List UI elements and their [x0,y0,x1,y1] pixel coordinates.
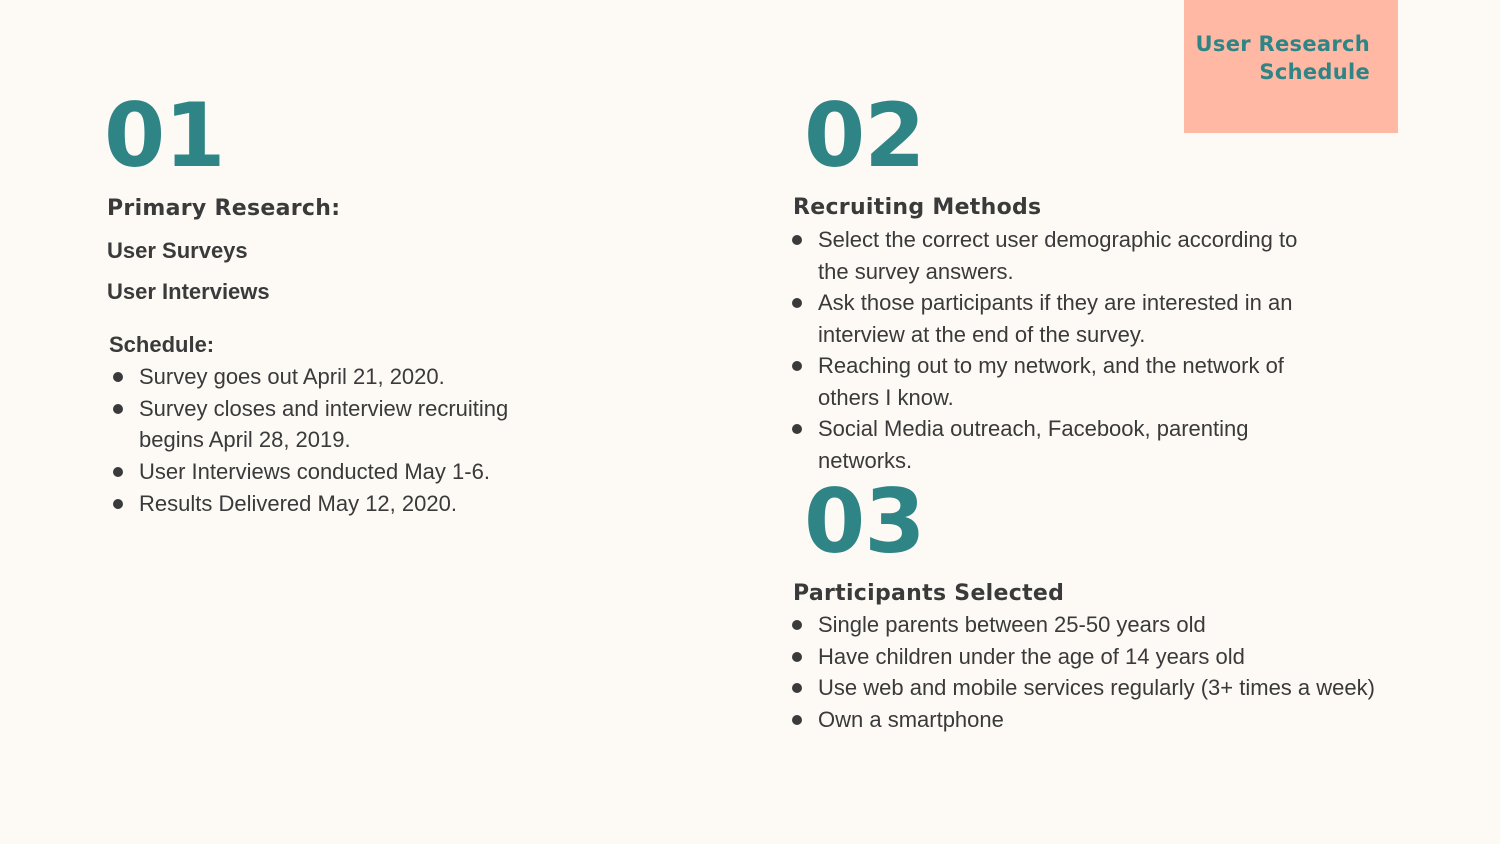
participant-item: Own a smartphone [788,704,1448,736]
participant-item: Single parents between 25-50 years old [788,609,1448,641]
participants-list [788,609,1448,735]
recruiting-item: Social Media outreach, Facebook, parenting networks. [788,413,1298,476]
section-number-02: 02 [804,84,925,187]
recruiting-list [788,224,1298,476]
recruiting-item: Select the correct user demographic according to the survey answers. [788,224,1298,287]
schedule-item: Survey closes and interview recruiting begins April 28, 2019. [109,393,549,455]
section2-title: Recruiting Methods [793,195,1042,220]
slide-title [1196,30,1370,86]
schedule-label: Schedule: [109,332,215,357]
section3-title: Participants Selected [793,581,1065,606]
research-item-interviews: User Interviews [107,279,270,304]
recruiting-item: Ask those participants if they are interested in an interview at the end of the survey. [788,287,1298,350]
slide-title-line2: Schedule [1259,60,1370,84]
title-tag [1184,0,1398,133]
schedule-item: Survey goes out April 21, 2020. [109,361,549,392]
slide-title-line1: User Research [1195,32,1370,56]
recruiting-item: Reaching out to my network, and the network of others I know. [788,350,1298,413]
schedule-item: Results Delivered May 12, 2020. [109,488,549,519]
research-item-surveys: User Surveys [107,238,248,263]
schedule-list [109,361,549,520]
section-number-01: 01 [104,84,225,187]
participant-item: Have children under the age of 14 years old [788,641,1448,673]
participant-item: Use web and mobile services regularly (3+ times a week) [788,672,1448,704]
section-number-03: 03 [804,470,925,573]
section1-title: Primary Research: [107,196,341,221]
schedule-item: User Interviews conducted May 1-6. [109,456,549,487]
